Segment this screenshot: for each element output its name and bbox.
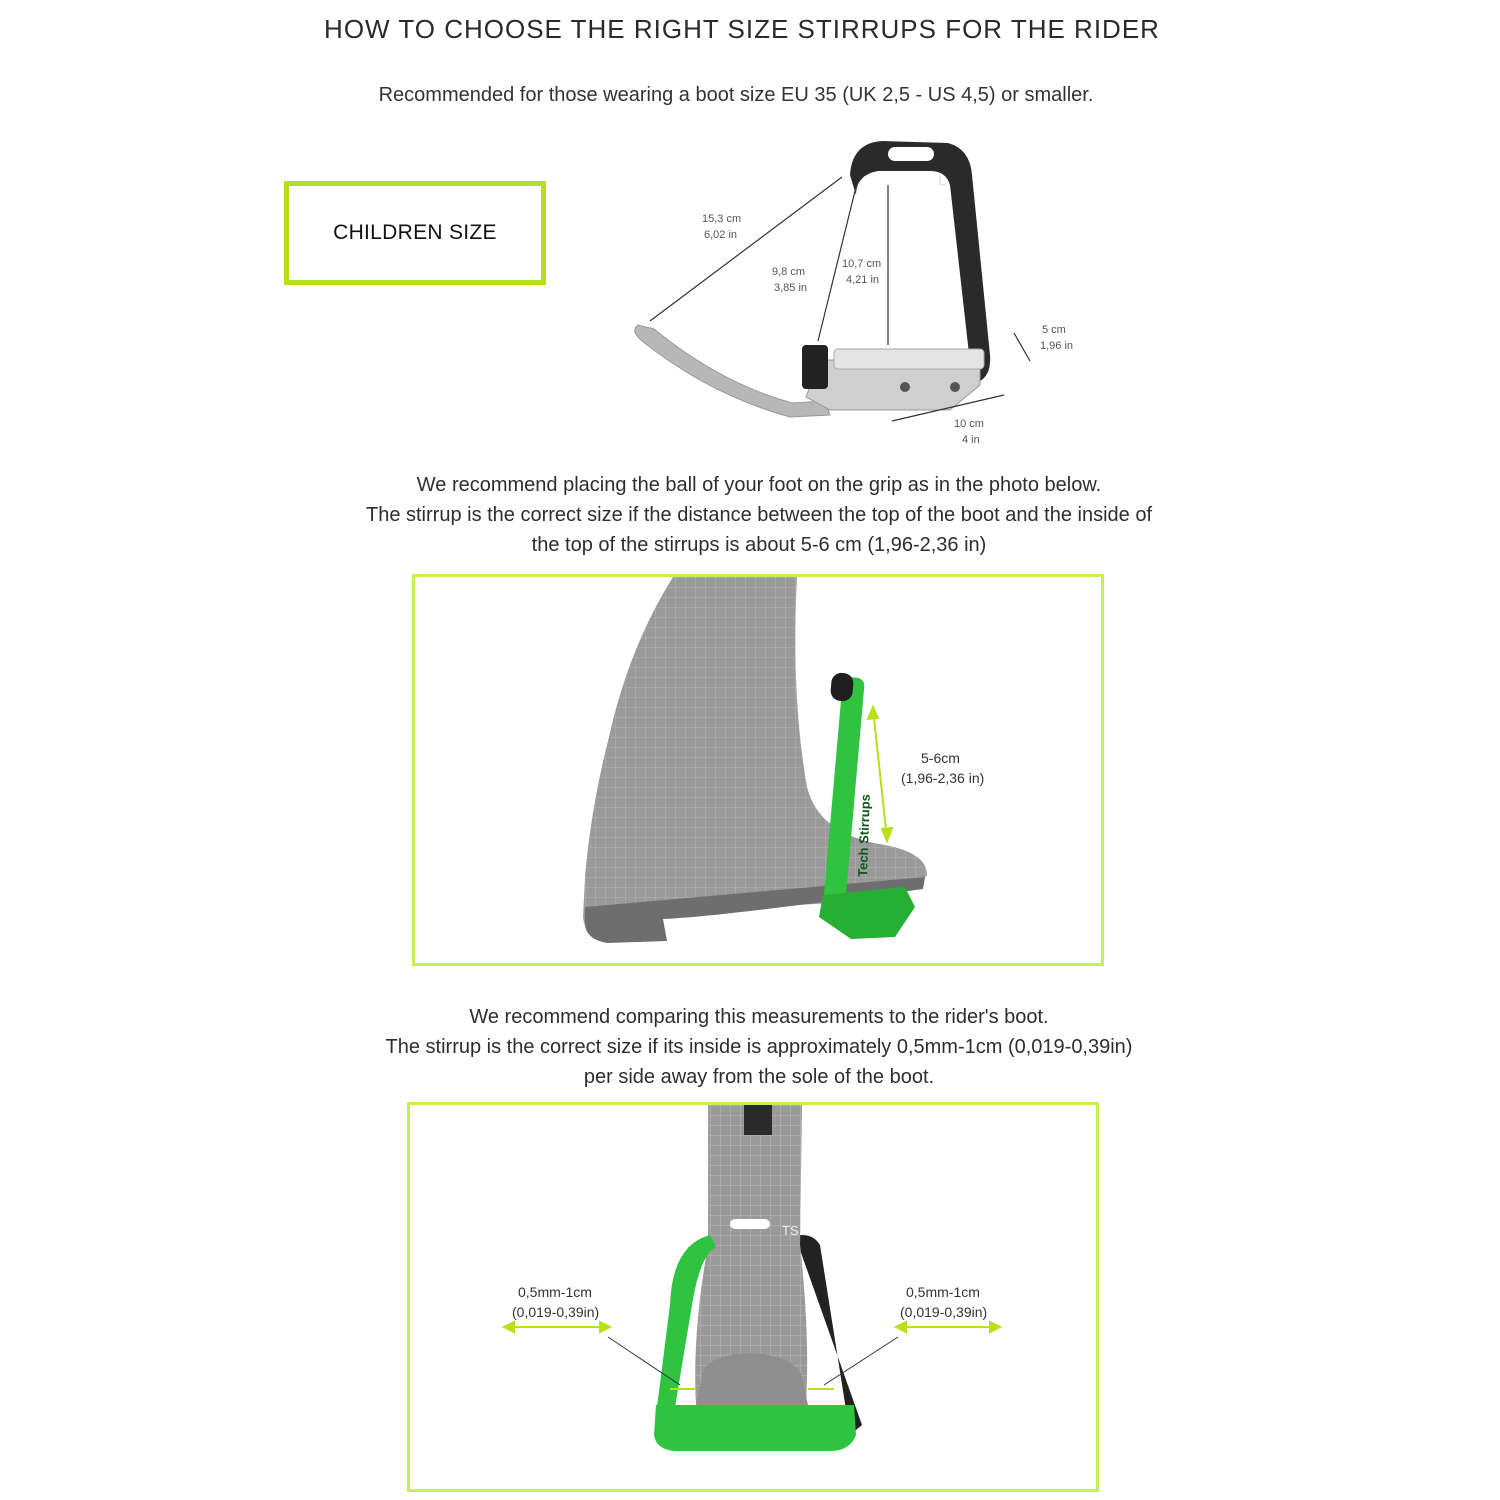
brand-text: Tech Stirrups	[855, 793, 873, 878]
dim-in-2: 3,85 in	[774, 282, 808, 294]
stirrup-slot	[888, 147, 934, 161]
instruction-line: per side away from the sole of the boot.	[583, 1066, 935, 1088]
grip-pad	[834, 349, 984, 369]
dim-cm-1: 15,3 cm	[702, 213, 742, 225]
stirrup-dimension-diagram	[620, 135, 1090, 455]
measure-arrow-line	[873, 709, 887, 839]
left-gap-label-line2: (0,019-0,39in)	[512, 1304, 600, 1320]
right-gap-label-line1: 0,5mm-1cm	[906, 1284, 980, 1300]
dim-in-4: 1,96 in	[1040, 340, 1074, 352]
dim-in-3: 4,21 in	[846, 274, 880, 286]
screw-2	[950, 382, 960, 392]
front-view-photo-frame	[407, 1102, 1099, 1492]
instruction-line: The stirrup is the correct size if the distance between the top of the boot and the inside of	[365, 504, 1152, 526]
dim-cm-2: 9,8 cm	[772, 266, 806, 278]
dim-in-5: 4 in	[962, 434, 980, 446]
front-view-boot-illustration	[410, 1105, 1096, 1489]
dim-cm-3: 10,7 cm	[842, 258, 882, 270]
stirrup-silver-arm	[635, 325, 830, 417]
left-gap-label-line1: 0,5mm-1cm	[518, 1284, 592, 1300]
left-arrow-head-l	[504, 1322, 514, 1332]
gap-label-line1: 5-6cm	[921, 750, 960, 766]
measure-arrow-head-bottom	[882, 828, 892, 841]
right-arrow-head-r	[990, 1322, 1000, 1332]
page-title: HOW TO CHOOSE THE RIGHT SIZE STIRRUPS FOR THE RIDER	[324, 14, 1160, 44]
side-letter: L	[938, 172, 946, 188]
dim-cm-5: 10 cm	[954, 418, 984, 430]
dim-line-diagonal	[650, 177, 842, 321]
dim-cm-4: 5 cm	[1042, 324, 1066, 336]
instruction-line: the top of the stirrups is about 5-6 cm (1,96-2,36 in)	[531, 534, 987, 556]
stirrup-green-base	[819, 887, 915, 939]
left-arrow-head-r	[600, 1322, 610, 1332]
black-front-bar	[802, 345, 828, 389]
children-size-badge	[284, 181, 546, 285]
side-view-photo-frame	[412, 574, 1104, 966]
measure-arrow-head-top	[868, 707, 878, 719]
instruction-line: We recommend placing the ball of your foot on the grip as in the photo below.	[416, 474, 1102, 496]
right-arrow-head-l	[896, 1322, 906, 1332]
screw-1	[900, 382, 910, 392]
boot-comparison-instructions	[0, 1002, 1500, 1092]
stirrup-slot-front	[730, 1219, 770, 1229]
ts-logo: TS	[782, 1223, 799, 1238]
instruction-line: The stirrup is the correct size if its inside is approximately 0,5mm-1cm (0,019-0,39in)	[385, 1036, 1133, 1058]
stirrup-green-tread	[654, 1405, 856, 1451]
right-gap-label-line2: (0,019-0,39in)	[900, 1304, 988, 1320]
instruction-line: We recommend comparing this measurements to the rider's boot.	[469, 1006, 1049, 1028]
boot-size-recommendation: Recommended for those wearing a boot size EU 35 (UK 2,5 - US 4,5) or smaller.	[378, 84, 1094, 106]
gap-label-line2: (1,96-2,36 in)	[901, 770, 985, 786]
foot-placement-instructions	[0, 470, 1500, 560]
side-view-boot-illustration	[415, 577, 1101, 963]
dim-in-1: 6,02 in	[704, 229, 738, 241]
children-size-label: CHILDREN SIZE	[333, 221, 497, 244]
dim-line-width	[1014, 333, 1030, 361]
